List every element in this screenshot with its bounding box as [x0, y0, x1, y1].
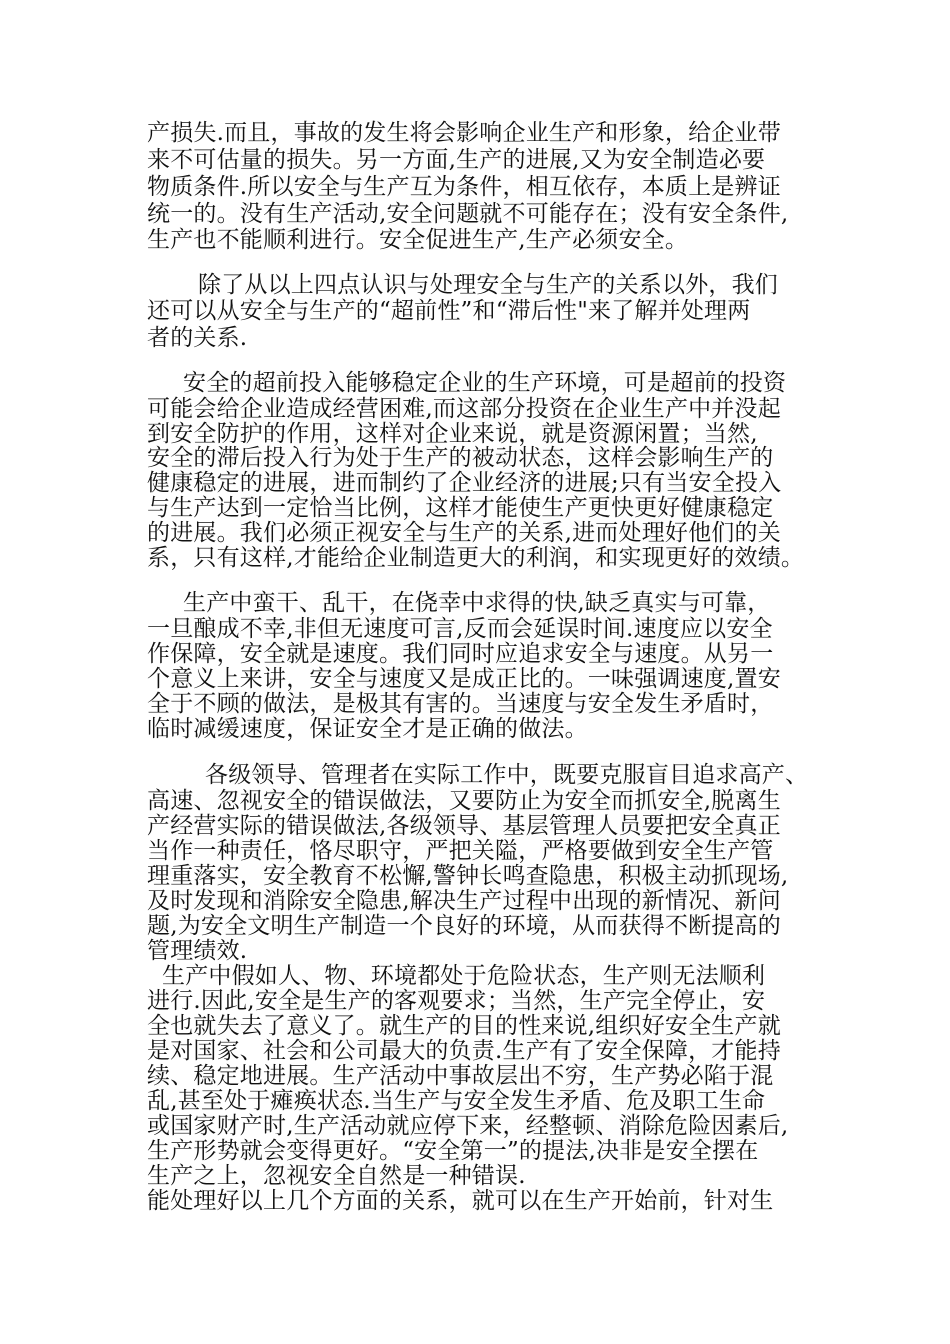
text-line: 系，只有这样,才能给企业制造更大的利润，和实现更好的效绩。	[147, 545, 805, 571]
text-line: 除了从以上四点认识与处理安全与生产的关系以外，我们	[198, 272, 778, 298]
text-line: 生产之上，忽视安全自然是一种错误.	[147, 1163, 526, 1189]
text-line: 与生产达到一定恰当比例，这样才能使生产更快更好健康稳定	[147, 495, 774, 521]
text-line: 乱,甚至处于瘫痪状态.当生产与安全发生矛盾、危及职工生命	[147, 1088, 766, 1114]
text-line: 产损失.而且，事故的发生将会影响企业生产和形象，给企业带	[147, 120, 781, 146]
text-line: 管理绩效.	[147, 938, 248, 964]
text-line: 进行.因此,安全是生产的客观要求；当然，生产完全停止，安	[147, 988, 766, 1014]
text-line: 生产中蛮干、乱干，在侥幸中求得的快,缺乏真实与可靠，	[183, 590, 771, 616]
text-line: 作保障，安全就是速度。我们同时应追求安全与速度。从另一	[147, 641, 774, 667]
text-line: 续、稳定地进展。生产活动中事故层出不穷，生产势必陷于混	[147, 1063, 774, 1089]
text-line: 高速、忽视安全的错误做法，又要防止为安全而抓安全,脱离生	[147, 788, 781, 814]
text-line: 还可以从安全与生产的“超前性”和“滞后性"来了解并处理两	[147, 298, 751, 324]
text-line: 生产中假如人、物、环境都处于危险状态，生产则无法顺利	[162, 963, 766, 989]
text-line: 者的关系.	[147, 325, 248, 351]
text-line: 当作一种责任，恪尽职守，严把关隘，严格要做到安全生产管	[147, 838, 774, 864]
text-line: 的进展。我们必须正视安全与生产的关系,进而处理好他们的关	[147, 520, 781, 546]
text-line: 全也就失去了意义了。就生产的目的性来说,组织好安全生产就	[147, 1013, 781, 1039]
text-line: 到安全防护的作用，这样对企业来说，就是资源闲置；当然,	[147, 421, 758, 447]
text-line: 各级领导、管理者在实际工作中，既要克服盲目追求高产、	[205, 762, 809, 788]
text-line: 是对国家、社会和公司最大的负责.生产有了安全保障，才能持	[147, 1038, 781, 1064]
text-line: 临时减缓速度，保证安全才是正确的做法。	[147, 716, 588, 742]
text-line: 生产形势就会变得更好。“安全第一”的提法,决非是安全摆在	[147, 1138, 759, 1164]
text-line: 安全的滞后投入行为处于生产的被动状态，这样会影响生产的	[147, 445, 774, 471]
text-line: 可能会给企业造成经营困难,而这部分投资在企业生产中并没起	[147, 396, 781, 422]
text-line: 全于不顾的做法，是极其有害的。当速度与安全发生矛盾时，	[147, 691, 774, 717]
text-line: 个意义上来讲，安全与速度又是成正比的。一味强调速度,置安	[147, 666, 781, 692]
text-line: 题,为安全文明生产制造一个良好的环境，从而获得不断提高的	[147, 913, 781, 939]
text-line: 安全的超前投入能够稳定企业的生产环境，可是超前的投资	[183, 370, 787, 396]
text-line: 产经营实际的错误做法,各级领导、基层管理人员要把安全真正	[147, 813, 781, 839]
text-line: 或国家财产时,生产活动就应停下来，经整顿、消除危险因素后,	[147, 1113, 789, 1139]
text-line: 健康稳定的进展，进而制约了企业经济的进展;只有当安全投入	[147, 470, 782, 496]
text-line: 及时发现和消除安全隐患,解决生产过程中出现的新情况、新问	[147, 888, 781, 914]
text-line: 理重落实，安全教育不松懈,警钟长鸣查隐患，积极主动抓现场,	[147, 863, 789, 889]
text-line: 统一的。没有生产活动,安全问题就不可能存在；没有安全条件,	[147, 201, 789, 227]
text-line: 能处理好以上几个方面的关系，就可以在生产开始前，针对生	[147, 1188, 774, 1214]
text-line: 生产也不能顺利进行。安全促进生产,生产必须安全。	[147, 227, 689, 253]
text-line: 物质条件.所以安全与生产互为条件，相互依存，本质上是辨证	[147, 174, 781, 200]
text-line: 来不可估量的损失。另一方面,生产的进展,又为安全制造必要	[147, 147, 766, 173]
text-line: 一旦酿成不幸,非但无速度可言,反而会延误时间.速度应以安全	[147, 616, 773, 642]
